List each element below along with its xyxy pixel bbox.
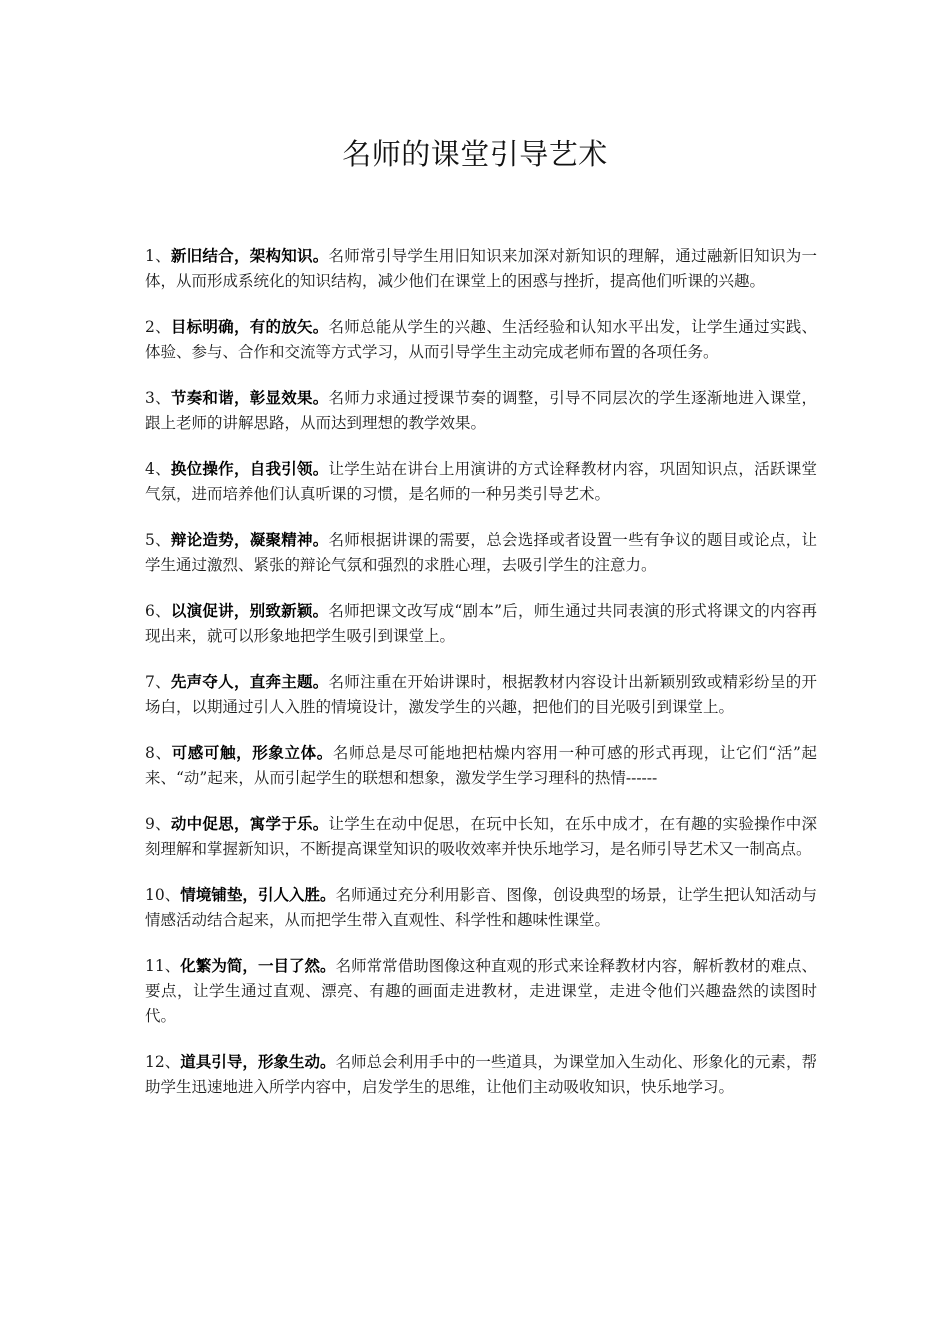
list-item — [145, 315, 817, 365]
item-heading: 目标明确，有的放矢。 — [170, 318, 329, 336]
item-text: 名师把课文改写成“剧本”后，师生通过共同表演的形式将课文的内容再现出来，就可以形象地把学生吸引到课堂上。 — [145, 602, 817, 645]
item-number: 6、 — [145, 602, 171, 620]
item-number: 10、 — [145, 886, 181, 904]
list-item — [145, 386, 817, 436]
item-number: 11、 — [145, 957, 181, 975]
document-title: 名师的课堂引导艺术 — [342, 137, 608, 171]
list-item — [145, 528, 817, 578]
item-text: 名师力求通过授课节奏的调整，引导不同层次的学生逐渐地进入课堂，跟上老师的讲解思路，从而达到理想的教学效果。 — [145, 389, 817, 432]
list-item — [145, 1050, 817, 1100]
item-number: 3、 — [145, 389, 171, 407]
item-text: 名师总会利用手中的一些道具，为课堂加入生动化、形象化的元素，帮助学生迅速地进入所学内容中，启发学生的思维，让他们主动吸收知识，快乐地学习。 — [145, 1053, 817, 1096]
item-number: 7、 — [145, 673, 171, 691]
list-item — [145, 883, 817, 933]
list-item — [145, 670, 817, 720]
item-text: 名师总能从学生的兴趣、生活经验和认知水平出发，让学生通过实践、体验、参与、合作和交流等方式学习，从而引导学生主动完成老师布置的各项任务。 — [145, 318, 817, 361]
item-heading: 情境铺垫，引人入胜。 — [180, 886, 336, 904]
item-heading: 以演促讲，别致新颖。 — [170, 602, 329, 620]
item-heading: 可感可触，形象立体。 — [171, 744, 333, 762]
item-heading: 节奏和谐，彰显效果。 — [170, 389, 329, 407]
item-heading: 换位操作，自我引领。 — [170, 460, 329, 478]
item-number: 4、 — [145, 460, 171, 478]
item-text: 名师根据讲课的需要，总会选择或者设置一些有争议的题目或论点，让学生通过激烈、紧张的辩论气氛和强烈的求胜心理，去吸引学生的注意力。 — [145, 531, 817, 574]
item-text: 名师常常借助图像这种直观的形式来诠释教材内容，解析教材的难点、要点，让学生通过直观、漂亮、有趣的画面走进教材，走进课堂，走进令他们兴趣盎然的读图时代。 — [145, 957, 817, 1025]
item-text: 名师通过充分利用影音、图像，创设典型的场景，让学生把认知活动与情感活动结合起来，从而把学生带入直观性、科学性和趣味性课堂。 — [145, 886, 817, 929]
item-heading: 化繁为简，一目了然。 — [180, 957, 336, 975]
item-text: 让学生在动中促思，在玩中长知，在乐中成才，在有趣的实验操作中深刻理解和掌握新知识，不断提高课堂知识的吸收效率并快乐地学习，是名师引导艺术又一制高点。 — [145, 815, 817, 858]
list-item — [145, 812, 817, 862]
item-text: 名师常引导学生用旧知识来加深对新知识的理解，通过融新旧知识为一体，从而形成系统化的知识结构，减少他们在课堂上的困惑与挫折，提高他们听课的兴趣。 — [145, 247, 817, 290]
item-text: 名师注重在开始讲课时，根据教材内容设计出新颖别致或精彩纷呈的开场白，以期通过引人入胜的情境设计，激发学生的兴趣，把他们的目光吸引到课堂上。 — [145, 673, 817, 716]
item-heading: 先声夺人，直奔主题。 — [170, 673, 329, 691]
item-text: 让学生站在讲台上用演讲的方式诠释教材内容，巩固知识点，活跃课堂气氛，进而培养他们认真听课的习惯，是名师的一种另类引导艺术。 — [145, 460, 817, 503]
list-item — [145, 741, 817, 791]
list-item — [145, 244, 817, 294]
item-heading: 辩论造势，凝聚精神。 — [170, 531, 329, 549]
item-heading: 新旧结合，架构知识。 — [170, 247, 329, 265]
item-number: 9、 — [145, 815, 171, 833]
list-item — [145, 599, 817, 649]
item-heading: 动中促思，寓学于乐。 — [170, 815, 329, 833]
item-number: 12、 — [145, 1053, 181, 1071]
list-item — [145, 457, 817, 507]
document-body — [145, 244, 817, 1121]
item-text: 名师总是尽可能地把枯燥内容用一种可感的形式再现，让它们“活”起来、“动”起来，从而引起学生的联想和想象，激发学生学习理科的热情------ — [145, 744, 817, 787]
item-heading: 道具引导，形象生动。 — [180, 1053, 336, 1071]
item-number: 1、 — [145, 247, 171, 265]
item-number: 5、 — [145, 531, 171, 549]
list-item — [145, 954, 817, 1029]
item-number: 2、 — [145, 318, 171, 336]
item-number: 8、 — [145, 744, 172, 762]
